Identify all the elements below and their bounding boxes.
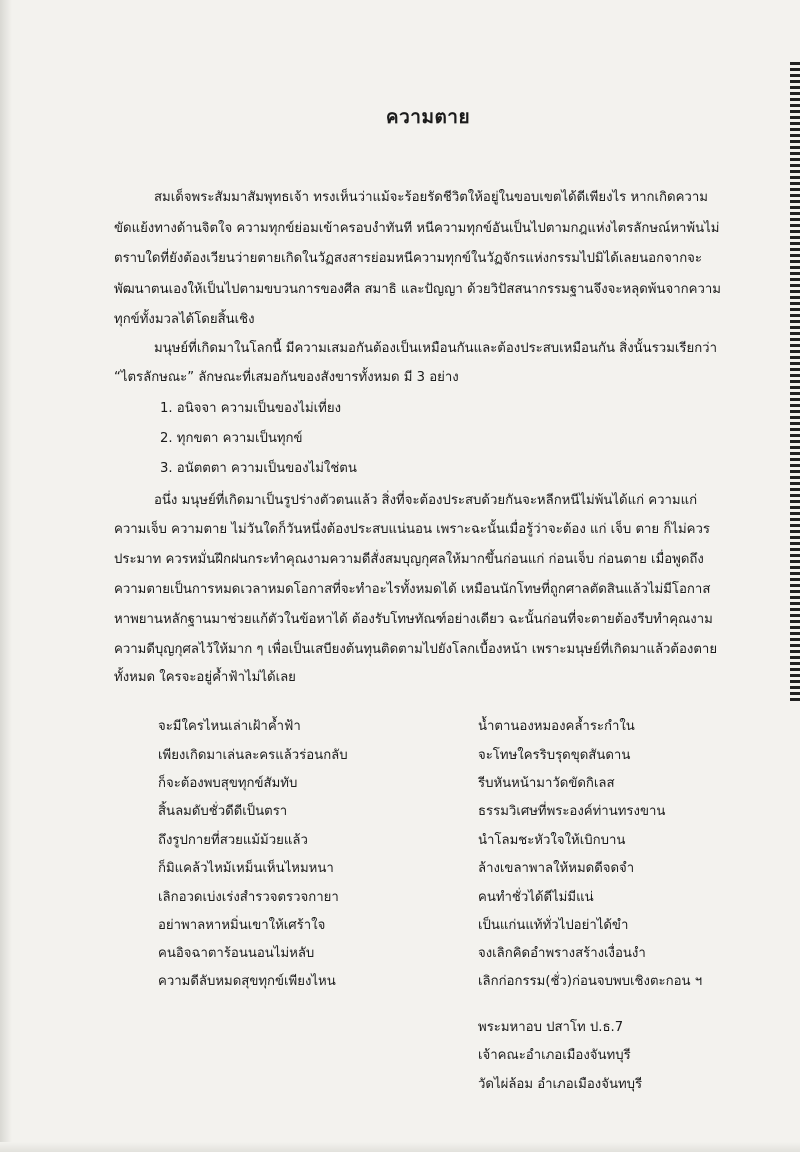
signature-line: วัดไผ่ล้อม อำเภอเมืองจันทบุรี xyxy=(478,1077,643,1092)
poem-right-line: ธรรมวิเศษที่พระองค์ท่านทรงขาน xyxy=(478,804,666,819)
paragraph-3-line: ความตายเป็นการหมดเวลาหมดโอกาสที่จะทำอะไรทั้งหมดได้ เหมือนนักโทษที่ถูกศาลตัดสินแล้วไม่มีโอกาส xyxy=(114,582,711,597)
list-item: 1. อนิจจา ความเป็นของไม่เที่ยง xyxy=(160,401,342,416)
bottom-edge-shadow xyxy=(0,1142,800,1152)
paragraph-3-line: ประมาท ควรหมั่นฝึกฝนกระทำคุณงามความดีสั่งสมบุญกุศลให้มากขึ้นก่อนแก่ ก่อนเจ็บ ก่อนตาย เมื่อพูดถึง xyxy=(114,552,704,567)
poem-left-line: จะมีใครไหนเล่าเฝ้าค้ำฟ้า xyxy=(158,719,301,734)
signature-line: เจ้าคณะอำเภอเมืองจันทบุรี xyxy=(478,1048,631,1063)
poem-right-line: เลิกก่อกรรม(ชั่ว)ก่อนจบพบเชิงตะกอน ฯ xyxy=(478,974,703,989)
poem-right-line: นำโลมชะหัวใจให้เบิกบาน xyxy=(478,833,626,848)
poem-left-line: เลิกอวดเบ่งเร่งสำรวจตรวจกายา xyxy=(158,890,339,905)
paragraph-1-line: พัฒนาตนเองให้เป็นไปตามขบวนการของศีล สมาธิ และปัญญา ด้วยวิปัสสนากรรมฐานจึงจะหลุดพ้นจากความ xyxy=(114,282,721,297)
poem-right-line: จงเลิกคิดอำพรางสร้างเงื่อนงำ xyxy=(478,946,646,961)
paragraph-1-line: สมเด็จพระสัมมาสัมพุทธเจ้า ทรงเห็นว่าแม้จะร้อยรัดชีวิตให้อยู่ในขอบเขตได้ดีเพียงไร หากเกิดความ xyxy=(154,190,708,205)
page-title: ความตาย xyxy=(385,106,471,128)
poem-right-line: ล้างเขลาพาลให้หมดดีจดจำ xyxy=(478,861,635,876)
paragraph-3-line: ความดีบุญกุศลไว้ให้มาก ๆ เพื่อเป็นเสบียงต้นทุนติดตามไปยังโลกเบื้องหน้า เพราะมนุษย์ที่เกิดมาแล้วต้องตาย xyxy=(114,642,718,657)
poem-left-line: ก็จะต้องพบสุขทุกข์สัมทับ xyxy=(158,776,298,791)
binding-shadow xyxy=(0,0,12,1152)
paragraph-2-line: “ไตรลักษณะ” ลักษณะที่เสมอกันของสังขารทั้งหมด มี 3 อย่าง xyxy=(114,370,459,385)
paragraph-3-line: ทั้งหมด ใครจะอยู่ค้ำฟ้าไม่ได้เลย xyxy=(114,670,296,685)
poem-left-line: ความดีลับหมดสุขทุกข์เพียงไหน xyxy=(158,974,336,989)
scan-edge-marks xyxy=(772,62,800,702)
poem-right-line: เป็นแก่นแท้ทั่วไปอย่าได้ขำ xyxy=(478,918,629,933)
list-item: 3. อนัตตตา ความเป็นของไม่ใช่ตน xyxy=(160,461,357,476)
poem-right-line: รีบหันหน้ามาวัดขัดกิเลส xyxy=(478,776,615,791)
poem-left-line: อย่าพาลหาหมิ่นเขาให้เศร้าใจ xyxy=(158,918,326,933)
paragraph-2-line: มนุษย์ที่เกิดมาในโลกนี้ มีความเสมอกันต้องเป็นเหมือนกันและต้องประสบเหมือนกัน สิ่งนั้นรวมเรียกว่า xyxy=(154,341,717,356)
paragraph-1-line: ขัดแย้งทางด้านจิตใจ ความทุกข์ย่อมเข้าครอบงำทันที หนีความทุกข์อันเป็นไปตามกฎแห่งไตรลักษณ์หาพ้นไม่ xyxy=(114,221,720,236)
paragraph-1-line: ทุกข์ทั้งมวลได้โดยสิ้นเชิง xyxy=(114,312,255,327)
poem-left-line: ก็มิแคล้วไหม้เหม็นเห็นไหมหนา xyxy=(158,861,334,876)
paragraph-3-line: หาพยานหลักฐานมาช่วยแก้ตัวในข้อหาได้ ต้องรับโทษทัณฑ์อย่างเดียว ฉะนั้นก่อนที่จะตายต้องรีบทำคุณงาม xyxy=(114,612,713,627)
poem-left-line: ถึงรูปกายที่สวยแม้ม้วยแล้ว xyxy=(158,833,308,848)
paragraph-1-line: ตราบใดที่ยังต้องเวียนว่ายตายเกิดในวัฏสงสารย่อมหนีความทุกข์ในวัฏจักรแห่งกรรมไปมิได้เลยนอกจากจะ xyxy=(114,251,702,266)
poem-right-line: จะโทษใครริบรุดขุดสันดาน xyxy=(478,748,631,763)
list-item: 2. ทุกขตา ความเป็นทุกข์ xyxy=(160,431,303,446)
paragraph-3-line: อนึ่ง มนุษย์ที่เกิดมาเป็นรูปร่างตัวตนแล้ว สิ่งที่จะต้องประสบด้วยกันจะหลีกหนีไม่พ้นได้แก่ ความแก่ xyxy=(154,493,698,508)
poem-left-line: สิ้นลมดับชั่วดีดีเป็นตรา xyxy=(158,804,288,819)
poem-left-line: คนอิจฉาตาร้อนนอนไม่หลับ xyxy=(158,946,315,961)
poem-left-line: เพียงเกิดมาเล่นละครแล้วร่อนกลับ xyxy=(158,748,348,763)
paragraph-3-line: ความเจ็บ ความตาย ไม่วันใดก็วันหนึ่งต้องประสบแน่นอน เพราะฉะนั้นเมื่อรู้ว่าจะต้อง แก่ เจ็บ ตาย ก็ไม่ควร xyxy=(114,522,710,537)
signature-line: พระมหาอบ ปสาโท ป.ธ.7 xyxy=(478,1020,624,1035)
poem-right-line: น้ำตานองหมองคล้ำระกำใน xyxy=(478,719,635,734)
poem-right-line: คนทำชั่วได้ดีไม่มีแน่ xyxy=(478,890,594,905)
